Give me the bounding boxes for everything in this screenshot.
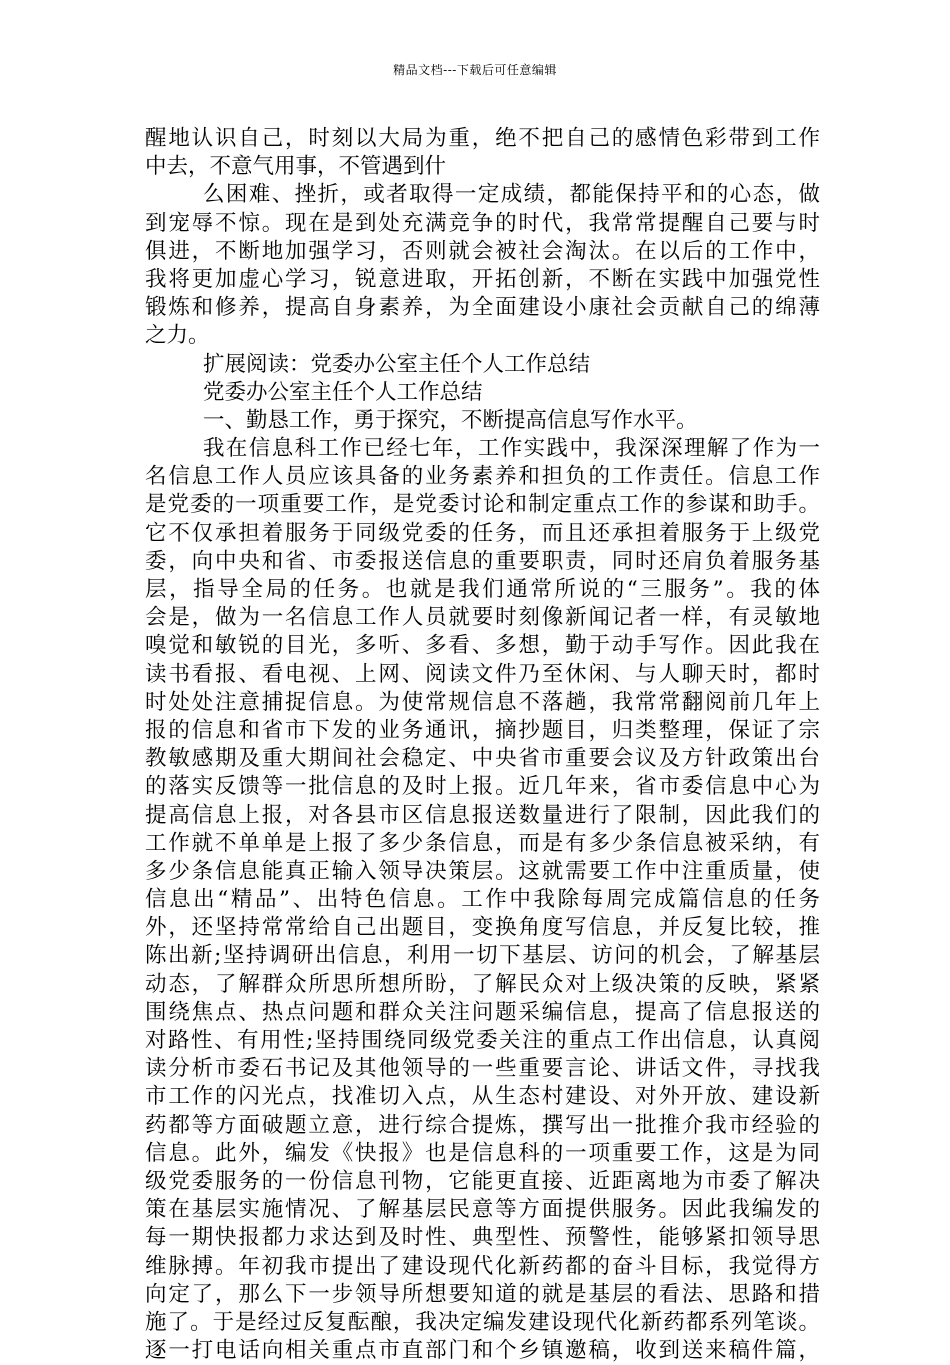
text-line: 向定了，那么下一步领导所想要知道的就是基层的看法、思路和措 <box>145 1281 820 1307</box>
text-line: 是党委的一项重要工作，是党委讨论和制定重点工作的参谋和助手。 <box>145 492 820 518</box>
text-line: 读书看报、看电视、上网、阅读文件乃至休闲、与人聊天时，都时 <box>145 661 820 687</box>
text-line: 委，向中央和省、市委报送信息的重要职责，同时还肩负着服务基 <box>145 548 820 574</box>
text-line: 扩展阅读：党委办公室主任个人工作总结 <box>203 351 591 377</box>
text-line: 时处处注意捕捉信息。为使常规信息不落趟，我常常翻阅前几年上 <box>145 689 820 715</box>
text-line: 醒地认识自己，时刻以大局为重，绝不把自己的感情色彩带到工作 <box>145 126 820 151</box>
text-line: 读分析市委石书记及其他领导的一些重要言论、讲话文件，寻找我 <box>145 1056 820 1082</box>
text-line: 么困难、挫折，或者取得一定成绩，都能保持平和的心态，做 <box>203 182 820 208</box>
text-line: 陈出新;坚持调研出信息，利用一切下基层、访问的机会，了解基层 <box>145 943 820 969</box>
text-line: 中去，不意气用事，不管遇到什 <box>145 154 447 180</box>
text-line: 逐一打电话向相关重点市直部门和个乡镇邀稿，收到送来稿件篇， <box>145 1338 820 1364</box>
text-line: 党委办公室主任个人工作总结 <box>203 379 483 405</box>
text-line: 维脉搏。年初我市提出了建设现代化新药都的奋斗目标，我觉得方 <box>145 1253 820 1279</box>
text-line: 提高信息上报，对各县市区信息报送数量进行了限制，因此我们的 <box>145 802 820 828</box>
text-line: 策在基层实施情况、了解基层民意等方面提供服务。因此我编发的 <box>145 1197 820 1223</box>
text-line: 教敏感期及重大期间社会稳定、中央省市重要会议及方针政策出台 <box>145 746 820 772</box>
text-line: 报的信息和省市下发的业务通讯，摘抄题目，归类整理，保证了宗 <box>145 717 820 743</box>
text-line: 名信息工作人员应该具备的业务素养和担负的工作责任。信息工作 <box>145 464 820 490</box>
text-line: 外，还坚持常常给自己出题目，变换角度写信息，并反复比较，推 <box>145 915 820 941</box>
text-line: 信息。此外，编发《快报》也是信息科的一项重要工作，这是为同 <box>145 1140 820 1166</box>
text-line: 一、勤恳工作，勇于探究，不断提高信息写作水平。 <box>203 407 698 433</box>
text-line: 多少条信息能真正输入领导决策层。这就需要工作中注重质量，使 <box>145 858 820 884</box>
text-line: 药都等方面破题立意，进行综合提炼，撰写出一批推介我市经验的 <box>145 1112 820 1138</box>
text-line: 会是，做为一名信息工作人员就要时刻像新闻记者一样，有灵敏地 <box>145 605 820 631</box>
document-body <box>145 125 820 1365</box>
text-line: 俱进，不断地加强学习，否则就会被社会淘汰。在以后的工作中， <box>145 238 820 264</box>
text-line: 它不仅承担着服务于同级党委的任务，而且还承担着服务于上级党 <box>145 520 820 546</box>
text-line: 嗅觉和敏锐的目光，多听、多看、多想，勤于动手写作。因此我在 <box>145 633 820 659</box>
page-header: 精品文档---下载后可任意编辑 <box>393 63 557 77</box>
text-line: 信息出“精品”、出特色信息。工作中我除每周完成篇信息的任务 <box>145 887 820 913</box>
text-line: 我将更加虚心学习，锐意进取，开拓创新，不断在实践中加强党性 <box>145 266 820 292</box>
text-line: 的落实反馈等一批信息的及时上报。近几年来，省市委信息中心为 <box>145 774 820 800</box>
text-line: 工作就不单单是上报了多少条信息，而是有多少条信息被采纳，有 <box>145 830 820 856</box>
text-line: 层，指导全局的任务。也就是我们通常所说的“三服务”。我的体 <box>145 577 820 602</box>
text-line: 到宠辱不惊。现在是到处充满竞争的时代，我常常提醒自己要与时 <box>145 210 820 236</box>
text-line: 围绕焦点、热点问题和群众关注问题采编信息，提高了信息报送的 <box>145 999 820 1025</box>
text-line: 市工作的闪光点，找准切入点，从生态村建设、对外开放、建设新 <box>145 1084 820 1110</box>
text-line: 对路性、有用性;坚持围绕同级党委关注的重点工作出信息，认真阅 <box>145 1028 820 1053</box>
text-line: 级党委服务的一份信息刊物，它能更直接、近距离地为市委了解决 <box>145 1168 820 1194</box>
text-line: 我在信息科工作已经七年，工作实践中，我深深理解了作为一 <box>203 436 820 462</box>
text-line: 施了。于是经过反复酝酿，我决定编发建设现代化新药都系列笔谈。 <box>145 1309 820 1335</box>
text-line: 动态，了解群众所思所想所盼，了解民众对上级决策的反映，紧紧 <box>145 971 820 997</box>
text-line: 锻炼和修养，提高自身素养，为全面建设小康社会贡献自己的绵薄 <box>145 295 820 321</box>
text-line: 每一期快报都力求达到及时性、典型性、预警性，能够紧扣领导思 <box>145 1225 820 1251</box>
text-line: 之力。 <box>145 323 210 349</box>
